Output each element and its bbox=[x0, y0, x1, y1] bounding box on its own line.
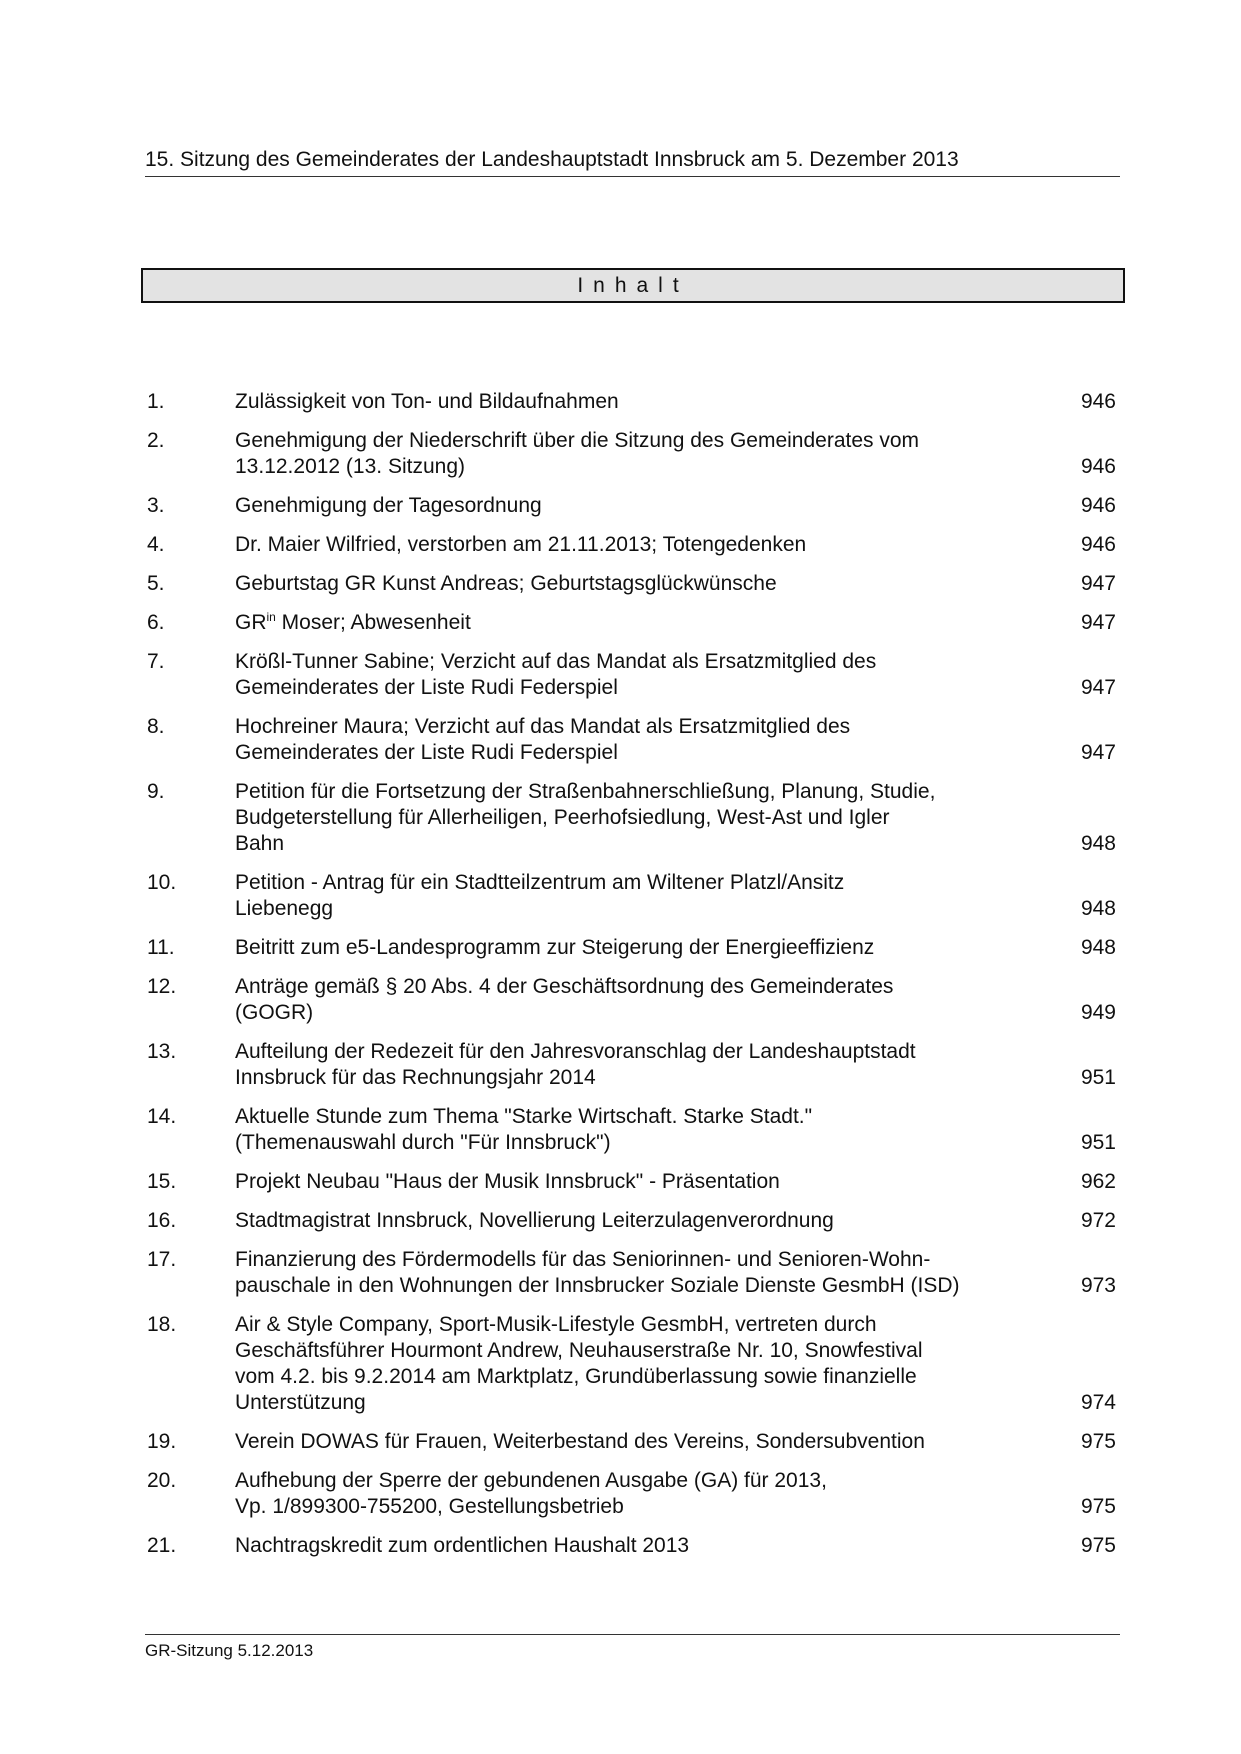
toc-page: 951 bbox=[1080, 1066, 1116, 1089]
toc-entry bbox=[145, 389, 1120, 415]
toc-title: Aufteilung der Redezeit für den Jahresvoranschlag der Landeshauptstadt Innsbruck für das Rechnungsjahr 2014 bbox=[235, 1040, 916, 1089]
toc-title: Geburtstag GR Kunst Andreas; Geburtstagsglückwünsche bbox=[235, 572, 777, 595]
toc-number: 6. bbox=[147, 611, 165, 634]
toc-title: Hochreiner Maura; Verzicht auf das Mandat als Ersatzmitglied des Gemeinderates der Liste Rudi Federspiel bbox=[235, 715, 851, 764]
toc-entry bbox=[145, 1312, 1120, 1416]
toc-entry bbox=[145, 532, 1120, 558]
toc-page: 946 bbox=[1080, 494, 1116, 517]
toc-title: Aufhebung der Sperre der gebundenen Ausgabe (GA) für 2013, Vp. 1/899300-755200, Gestellungsbetrieb bbox=[235, 1469, 827, 1518]
toc-page: 949 bbox=[1080, 1001, 1116, 1024]
toc-page: 946 bbox=[1080, 455, 1116, 478]
toc-title: Krößl-Tunner Sabine; Verzicht auf das Mandat als Ersatzmitglied des Gemeinderates der Liste Rudi Federspiel bbox=[235, 650, 877, 699]
toc-page: 947 bbox=[1080, 572, 1116, 595]
toc-title: Petition für die Fortsetzung der Straßenbahnerschließung, Planung, Studie, Budgeterstellung für Allerheiligen, Peerhofsiedlung, West-Ast und Igler Bahn bbox=[235, 780, 936, 855]
toc-number: 1. bbox=[147, 390, 165, 413]
toc-entry bbox=[145, 1468, 1120, 1520]
toc-entry bbox=[145, 649, 1120, 701]
toc-page: 951 bbox=[1080, 1131, 1116, 1154]
toc-entry bbox=[145, 1533, 1120, 1559]
toc-page: 975 bbox=[1080, 1495, 1116, 1518]
toc-number: 3. bbox=[147, 494, 165, 517]
toc-title: Zulässigkeit von Ton- und Bildaufnahmen bbox=[235, 390, 619, 413]
toc-entry bbox=[145, 935, 1120, 961]
toc-page: 948 bbox=[1080, 897, 1116, 920]
toc-title: Air & Style Company, Sport-Musik-Lifestyle GesmbH, vertreten durch Geschäftsführer Hourmont Andrew, Neuhauserstraße Nr. 10, Snowfestival vom 4.2. bis 9.2.2014 am Marktplatz, Grundüberlassung sowie finanzielle Unterstützung bbox=[235, 1313, 923, 1414]
toc-entry bbox=[145, 1169, 1120, 1195]
toc-number: 16. bbox=[147, 1209, 177, 1232]
toc-title: Nachtragskredit zum ordentlichen Haushalt 2013 bbox=[235, 1534, 690, 1557]
toc-title: Stadtmagistrat Innsbruck, Novellierung Leiterzulagenverordnung bbox=[235, 1209, 834, 1232]
toc-title: Anträge gemäß § 20 Abs. 4 der Geschäftsordnung des Gemeinderates (GOGR) bbox=[235, 975, 894, 1024]
toc-number: 5. bbox=[147, 572, 165, 595]
toc-title-suffix: Moser; Abwesenheit bbox=[275, 611, 471, 634]
toc-number: 18. bbox=[147, 1313, 177, 1336]
toc-title: Aktuelle Stunde zum Thema "Starke Wirtschaft. Starke Stadt." (Themenauswahl durch "Für Innsbruck") bbox=[235, 1105, 813, 1154]
toc-page: 973 bbox=[1080, 1274, 1116, 1297]
toc-entry bbox=[145, 571, 1120, 597]
toc-entry bbox=[145, 1039, 1120, 1091]
toc-title-superscript: in bbox=[266, 610, 276, 624]
toc-entry bbox=[145, 1247, 1120, 1299]
toc-number: 13. bbox=[147, 1040, 177, 1063]
toc-entry bbox=[145, 974, 1120, 1026]
toc-number: 19. bbox=[147, 1430, 177, 1453]
toc-entry bbox=[145, 1104, 1120, 1156]
toc-number: 9. bbox=[147, 780, 165, 803]
toc-number: 20. bbox=[147, 1469, 177, 1492]
toc-title: Beitritt zum e5-Landesprogramm zur Steigerung der Energieeffizienz bbox=[235, 936, 875, 959]
toc-page: 972 bbox=[1080, 1209, 1116, 1232]
toc-number: 11. bbox=[147, 936, 175, 959]
toc-page: 974 bbox=[1080, 1391, 1116, 1414]
document-footer: GR-Sitzung 5.12.2013 bbox=[145, 1634, 1120, 1662]
toc-number: 12. bbox=[147, 975, 177, 998]
toc-entry bbox=[145, 428, 1120, 480]
toc-page: 975 bbox=[1080, 1534, 1116, 1557]
toc-entry bbox=[145, 870, 1120, 922]
toc-number: 21. bbox=[147, 1534, 177, 1557]
toc-page: 962 bbox=[1080, 1170, 1116, 1193]
toc-number: 14. bbox=[147, 1105, 177, 1128]
toc-title-prefix: GR bbox=[235, 611, 267, 634]
table-of-contents bbox=[145, 389, 1120, 1572]
toc-page: 946 bbox=[1080, 390, 1116, 413]
toc-page: 948 bbox=[1080, 936, 1116, 959]
toc-entry bbox=[145, 1429, 1120, 1455]
toc-number: 15. bbox=[147, 1170, 177, 1193]
toc-number: 8. bbox=[147, 715, 165, 738]
toc-entry bbox=[145, 493, 1120, 519]
section-heading-inhalt: Inhalt bbox=[141, 268, 1125, 303]
toc-page: 948 bbox=[1080, 832, 1116, 855]
toc-entry bbox=[145, 779, 1120, 857]
toc-title: Dr. Maier Wilfried, verstorben am 21.11.2013; Totengedenken bbox=[235, 533, 807, 556]
toc-entry bbox=[145, 1208, 1120, 1234]
toc-number: 10. bbox=[147, 871, 177, 894]
toc-page: 947 bbox=[1080, 741, 1116, 764]
toc-number: 2. bbox=[147, 429, 165, 452]
toc-entry bbox=[145, 714, 1120, 766]
toc-number: 7. bbox=[147, 650, 165, 673]
toc-title: Genehmigung der Niederschrift über die Sitzung des Gemeinderates vom 13.12.2012 (13. Sitzung) bbox=[235, 429, 920, 478]
document-header: 15. Sitzung des Gemeinderates der Landeshauptstadt Innsbruck am 5. Dezember 2013 bbox=[145, 146, 1120, 177]
toc-title: Verein DOWAS für Frauen, Weiterbestand des Vereins, Sondersubvention bbox=[235, 1430, 925, 1453]
toc-page: 975 bbox=[1080, 1430, 1116, 1453]
toc-title: Projekt Neubau "Haus der Musik Innsbruck" - Präsentation bbox=[235, 1170, 780, 1193]
toc-title bbox=[235, 610, 1040, 636]
toc-page: 946 bbox=[1080, 533, 1116, 556]
toc-title: Finanzierung des Fördermodells für das Seniorinnen- und Senioren-Wohn- pauschale in den Wohnungen der Innsbrucker Soziale Dienste GesmbH (ISD) bbox=[235, 1248, 960, 1297]
toc-number: 4. bbox=[147, 533, 165, 556]
toc-number: 17. bbox=[147, 1248, 177, 1271]
toc-title: Petition - Antrag für ein Stadtteilzentrum am Wiltener Platzl/Ansitz Liebenegg bbox=[235, 871, 845, 920]
toc-title: Genehmigung der Tagesordnung bbox=[235, 494, 542, 517]
toc-page: 947 bbox=[1080, 676, 1116, 699]
toc-page: 947 bbox=[1080, 611, 1116, 634]
toc-entry bbox=[145, 610, 1120, 636]
